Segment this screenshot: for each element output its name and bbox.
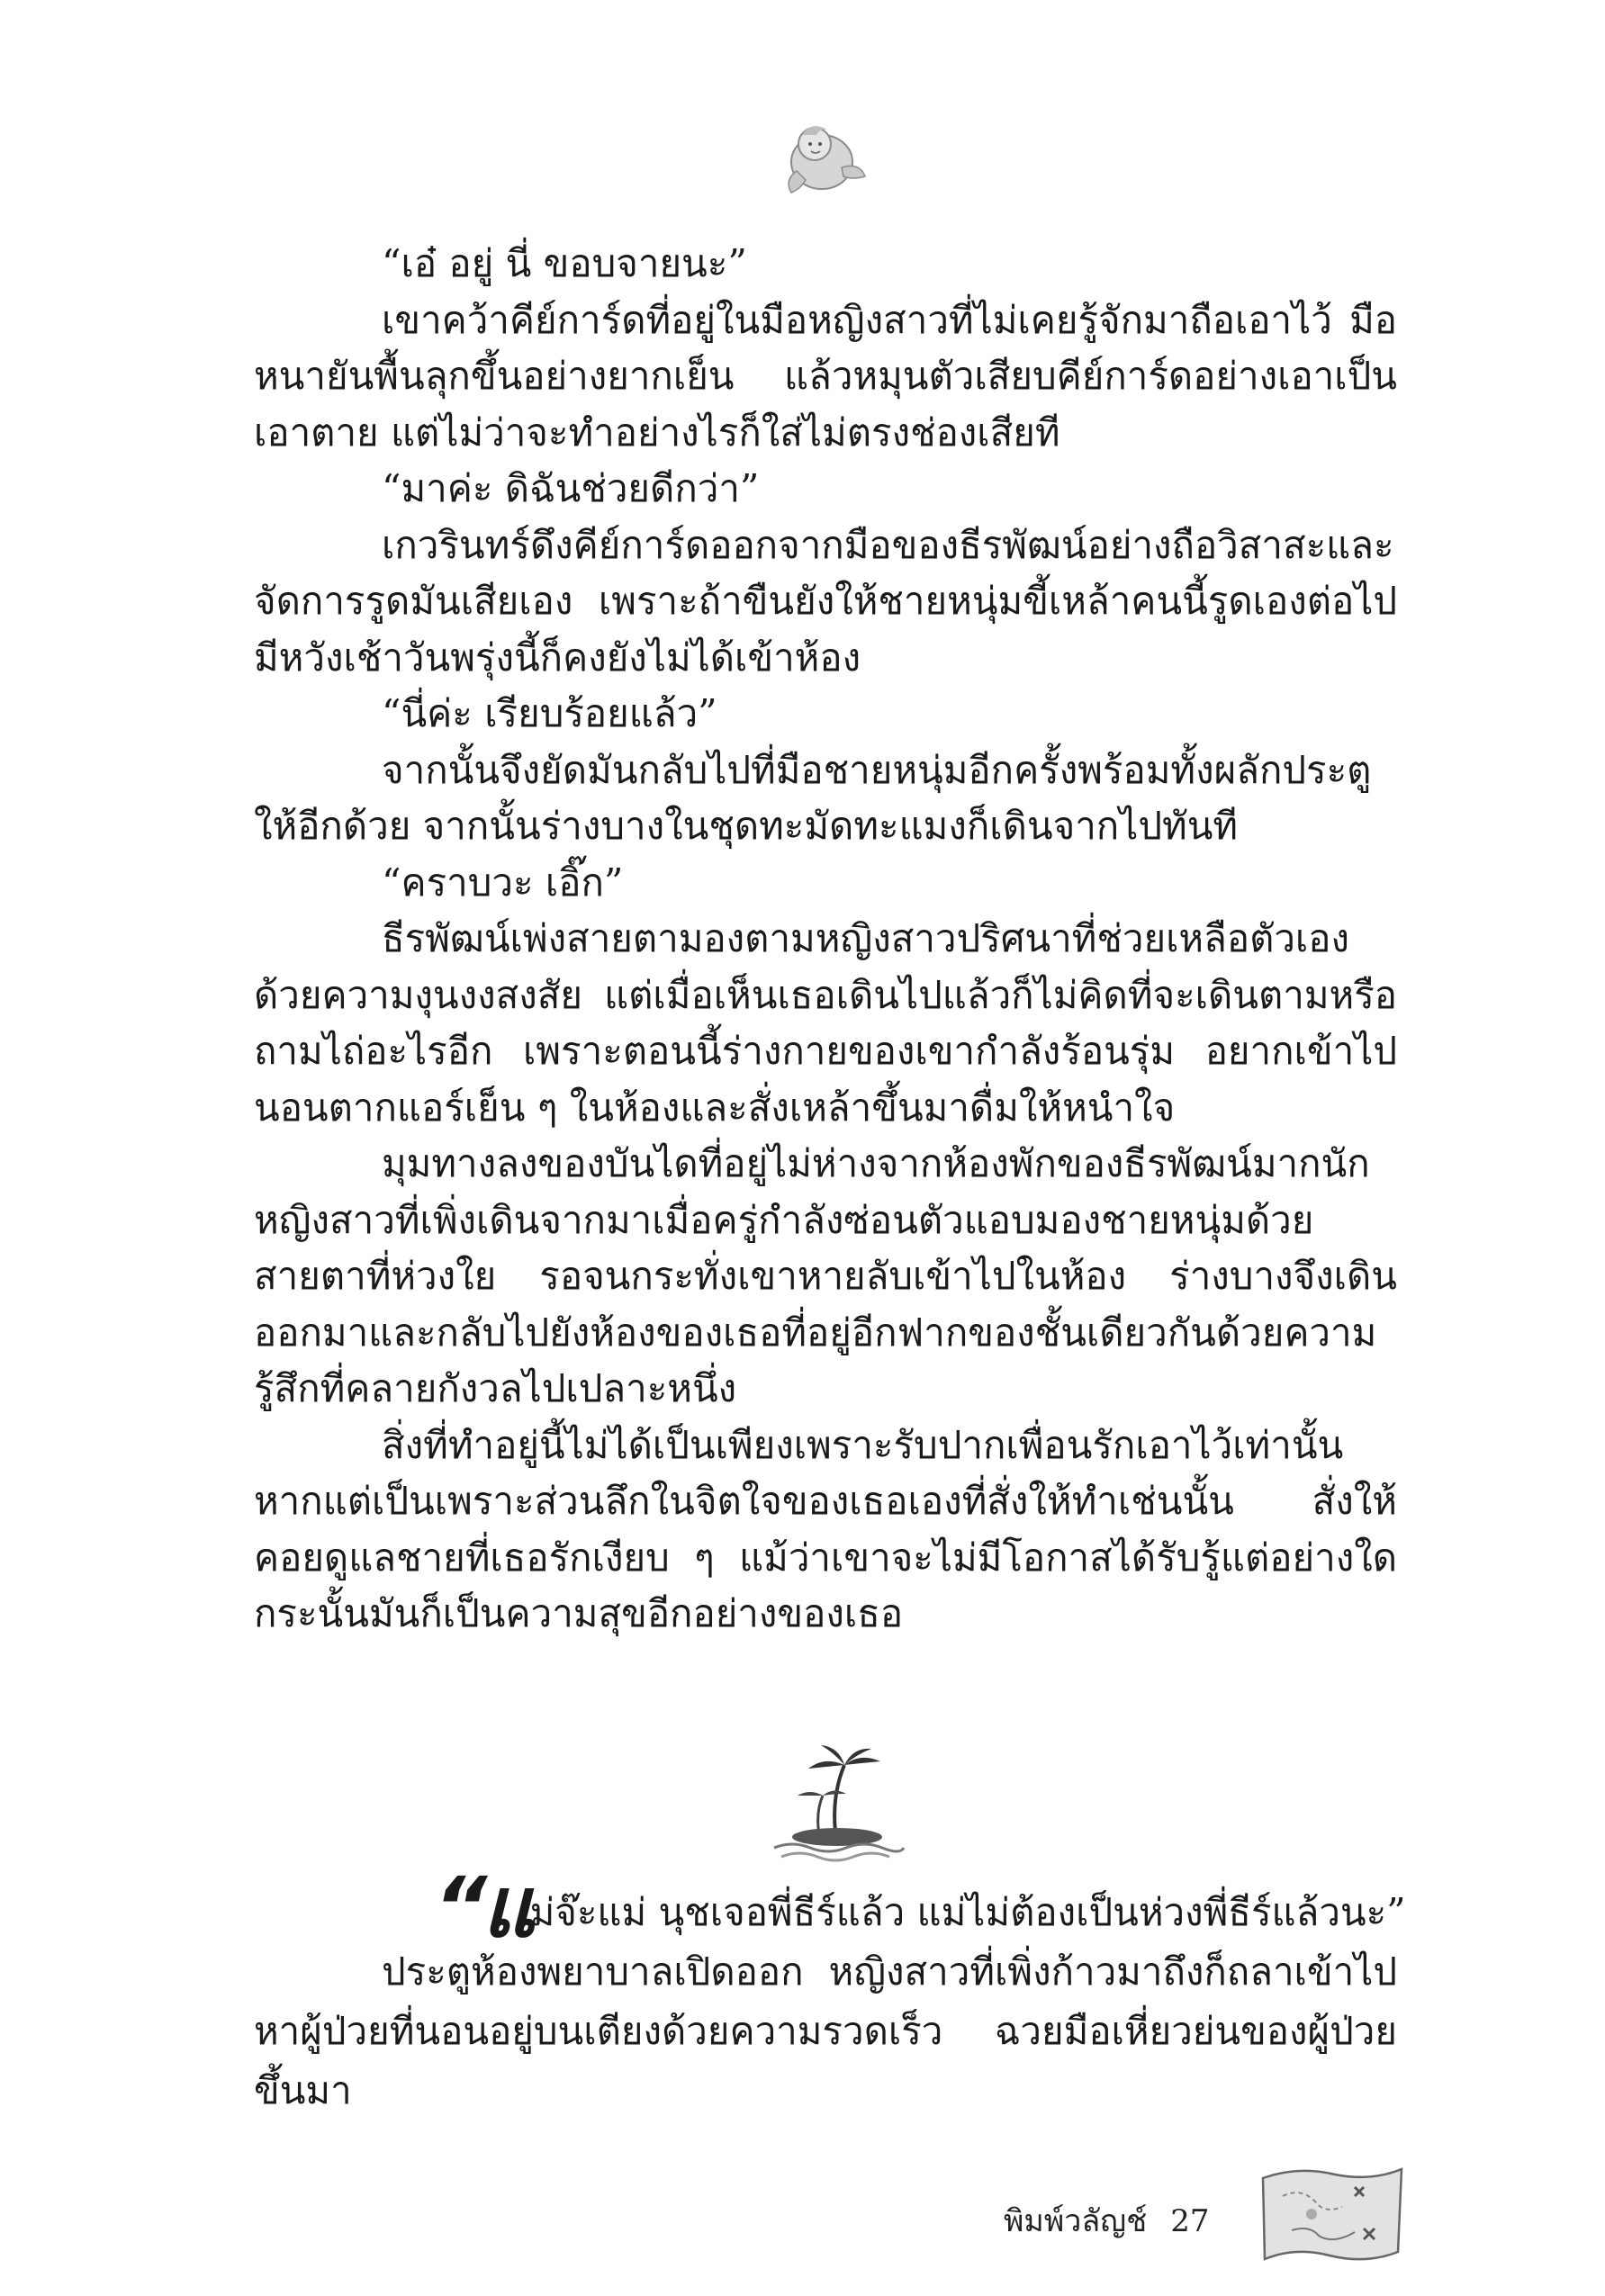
- paragraph: เกวรินทร์ดึงคีย์การ์ดออกจากมือของธีรพัฒน์อย่างถือวิสาสะและจัดการรูดมันเสียเอง เพราะถ้าขืนยังให้ชายหนุ่มขี้เหล้าคนนี้รูดเองต่อไป มีหวังเช้าวันพรุ่งนี้ก็คงยังไม่ได้เข้าห้อง: [254, 522, 1397, 680]
- page-footer: [1004, 2196, 1209, 2245]
- chapter-opening-line: [254, 1859, 1406, 1956]
- paragraph: จากนั้นจึงยัดมันกลับไปที่มือชายหนุ่มอีกครั้งพร้อมทั้งผลักประตูให้อีกด้วย จากนั้นร่างบางในชุดทะมัดทะแมงก็เดินจากไปทันที: [254, 747, 1372, 848]
- page-number: 27: [1170, 2203, 1210, 2239]
- dialogue-line: “เอ๋ อยู่ นี่ ขอบจายนะ”: [382, 241, 747, 285]
- chapter-first-line: ม่จ๊ะแม่ นุชเจอพี่ธีร์แล้ว แม่ไม่ต้องเป็นห่วงพี่ธีร์แล้วนะ”: [529, 1890, 1406, 1934]
- paragraph: มุมทางลงของบันไดที่อยู่ไม่ห่างจากห้องพักของธีรพัฒน์มากนัก หญิงสาวที่เพิ่งเดินจากมาเมื่อครู่กำลังซ่อนตัวแอบมองชายหนุ่มด้วยสายตาที่ห่วงใย รอจนกระทั่งเขาหายลับเข้าไปในห้อง ร่างบางจึงเดินออกมาและกลับไปยังห้องของเธอที่อยู่อีกฟากของชั้นเดียวกันด้วยความรู้สึกที่คลายกังวลไปเปลาะหนึ่ง: [254, 1141, 1397, 1410]
- dialogue-line: “นี่ค่ะ เรียบร้อยแล้ว”: [382, 691, 717, 735]
- author-name: พิมพ์วลัญช์: [1004, 2203, 1148, 2239]
- paragraph: ประตูห้องพยาบาลเปิดออก หญิงสาวที่เพิ่งก้าวมาถึงก็ถลาเข้าไปหาผู้ป่วยที่นอนอยู่บนเตียงด้วยความรวดเร็ว ฉวยมือเหี่ยวย่นของผู้ป่วยขึ้นมา: [254, 1949, 1397, 2112]
- dialogue-line: “คราบวะ เอิ๊ก”: [382, 860, 624, 905]
- cherub-ornament-icon: [770, 108, 878, 207]
- body-text: [254, 236, 1397, 1643]
- paragraph: ธีรพัฒน์เพ่งสายตามองตามหญิงสาวปริศนาที่ช่วยเหลือตัวเองด้วยความงุนงงสงสัย แต่เมื่อเห็นเธอเดินไปแล้วก็ไม่คิดที่จะเดินตามหรือถามไถ่อะไรอีก เพราะตอนนี้ร่างกายของเขากำลังร้อนรุ่ม อยากเข้าไปนอนตากแอร์เย็น ๆ ในห้องและสั่งเหล้าขึ้นมาดื่มให้หนำใจ: [254, 916, 1397, 1130]
- dialogue-line: “มาค่ะ ดิฉันช่วยดีกว่า”: [382, 466, 760, 510]
- chapter-section: [254, 1859, 1406, 2120]
- island-palm-icon: [765, 1742, 909, 1868]
- drop-cap: “แ: [434, 1859, 530, 1956]
- treasure-map-icon: [1256, 2160, 1409, 2268]
- paragraph: เขาคว้าคีย์การ์ดที่อยู่ในมือหญิงสาวที่ไม่เคยรู้จักมาถือเอาไว้ มือหนายันพื้นลุกขึ้นอย่างยากเย็น แล้วหมุนตัวเสียบคีย์การ์ดอย่างเอาเป็นเอาตาย แต่ไม่ว่าจะทำอย่างไรก็ใส่ไม่ตรงช่องเสียที: [254, 297, 1397, 455]
- paragraph: สิ่งที่ทำอยู่นี้ไม่ได้เป็นเพียงเพราะรับปากเพื่อนรักเอาไว้เท่านั้น หากแต่เป็นเพราะส่วนลึกในจิตใจของเธอเองที่สั่งให้ทำเช่นนั้น สั่งให้คอยดูแลชายที่เธอรักเงียบ ๆ แม้ว่าเขาจะไม่มีโอกาสได้รับรู้แต่อย่างใด กระนั้นมันก็เป็นความสุขอีกอย่างของเธอ: [254, 1422, 1397, 1635]
